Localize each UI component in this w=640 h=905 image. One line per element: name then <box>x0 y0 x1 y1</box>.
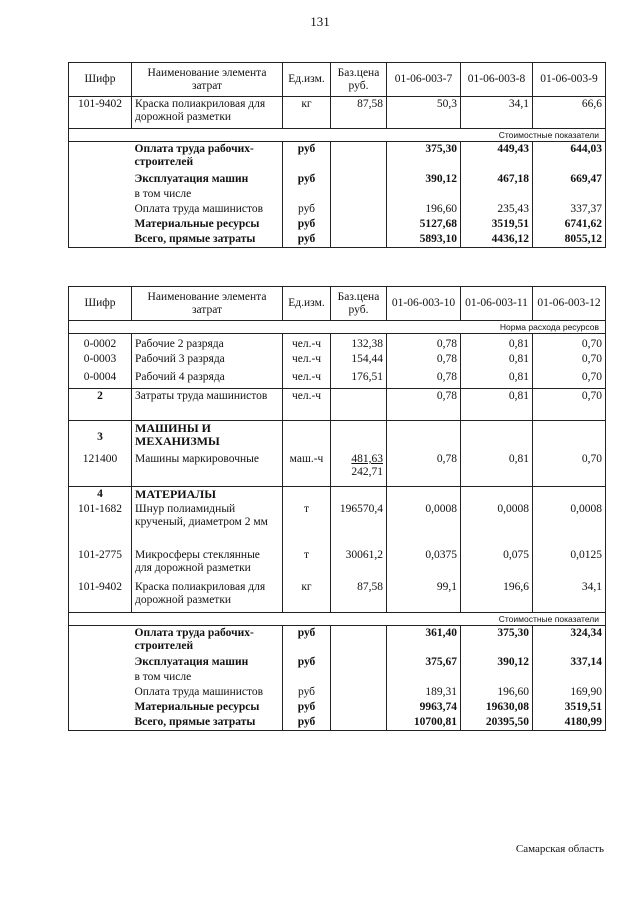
header-unit: Ед.изм. <box>283 63 331 97</box>
row-v1: 0,78 <box>387 370 461 388</box>
table-row <box>69 388 606 420</box>
summary-name: в том числе <box>132 670 283 685</box>
summary-unit: руб <box>283 172 331 187</box>
header-unit: Ед.изм. <box>283 287 331 321</box>
summary-name: Всего, прямые затраты <box>132 232 283 248</box>
row-code: 0-0004 <box>69 370 132 388</box>
row-name: Рабочие 2 разряда <box>132 334 283 353</box>
summary-v1: 196,60 <box>387 202 461 217</box>
band-cost-indicators: Стоимостные показатели <box>69 129 606 142</box>
row-price: 176,51 <box>331 370 387 388</box>
row-code: 0-0002 <box>69 334 132 353</box>
row-name: Рабочий 3 разряда <box>132 352 283 370</box>
row-v1: 0,0375 <box>387 548 461 580</box>
summary-v1: 375,30 <box>387 142 461 172</box>
row-price: 132,38 <box>331 334 387 353</box>
summary-row <box>69 715 606 731</box>
summary-v2: 467,18 <box>461 172 533 187</box>
row-v2: 0,81 <box>461 388 533 420</box>
row-unit: т <box>283 502 331 548</box>
summary-v1: 5893,10 <box>387 232 461 248</box>
summary-name: Оплата труда машинистов <box>132 202 283 217</box>
header-col-1: 01-06-003-7 <box>387 63 461 97</box>
row-v1: 0,78 <box>387 388 461 420</box>
cost-table-1 <box>68 62 606 248</box>
summary-v3: 169,90 <box>533 685 606 700</box>
summary-v3: 669,47 <box>533 172 606 187</box>
summary-unit: руб <box>283 142 331 172</box>
summary-v2: 196,60 <box>461 685 533 700</box>
section-title: МАШИНЫ И МЕХАНИЗМЫ <box>132 420 283 452</box>
band-resource-norm: Норма расхода ресурсов <box>69 321 606 334</box>
header-col-2: 01-06-003-11 <box>461 287 533 321</box>
header-code: Шифр <box>69 63 132 97</box>
table-row <box>69 548 606 580</box>
summary-v1: 375,67 <box>387 655 461 670</box>
row-name: Машины маркировочные <box>132 452 283 486</box>
row-unit: чел.-ч <box>283 334 331 353</box>
summary-v1: 390,12 <box>387 172 461 187</box>
row-price: 154,44 <box>331 352 387 370</box>
summary-v1: 361,40 <box>387 625 461 655</box>
row-unit: чел.-ч <box>283 388 331 420</box>
summary-v2: 235,43 <box>461 202 533 217</box>
row-v2: 0,81 <box>461 452 533 486</box>
row-code: 101-1682 <box>69 502 132 548</box>
header-price: Баз.цена руб. <box>331 287 387 321</box>
band-cost-indicators: Стоимостные показатели <box>69 612 606 625</box>
summary-name: Оплата труда рабочих-строителей <box>132 625 283 655</box>
summary-row <box>69 232 606 248</box>
row-name: Краска полиакриловая для дорожной разметки <box>132 97 283 129</box>
summary-row <box>69 625 606 655</box>
row-name: Рабочий 4 разряда <box>132 370 283 388</box>
header-col-2: 01-06-003-8 <box>461 63 533 97</box>
header-code: Шифр <box>69 287 132 321</box>
summary-unit: руб <box>283 232 331 248</box>
row-v3: 0,0125 <box>533 548 606 580</box>
row-v2: 0,81 <box>461 370 533 388</box>
summary-v2: 3519,51 <box>461 217 533 232</box>
row-v3: 0,70 <box>533 352 606 370</box>
summary-unit: руб <box>283 217 331 232</box>
summary-v2: 20395,50 <box>461 715 533 731</box>
table-row <box>69 452 606 486</box>
header-col-1: 01-06-003-10 <box>387 287 461 321</box>
row-unit: т <box>283 548 331 580</box>
row-v2: 0,0008 <box>461 502 533 548</box>
summary-unit: руб <box>283 700 331 715</box>
row-v1: 0,78 <box>387 334 461 353</box>
summary-v3: 337,37 <box>533 202 606 217</box>
row-price: 481,63 <box>351 453 383 465</box>
row-price: 30061,2 <box>331 548 387 580</box>
row-name: Шнур полиамидный крученый, диаметром 2 мм <box>132 502 283 548</box>
row-v3: 0,0008 <box>533 502 606 548</box>
table-row <box>69 580 606 612</box>
cost-table-2 <box>68 286 606 731</box>
row-v3: 34,1 <box>533 580 606 612</box>
summary-v3: 4180,99 <box>533 715 606 731</box>
row-price: 87,58 <box>331 97 387 129</box>
row-v3: 0,70 <box>533 388 606 420</box>
summary-row <box>69 217 606 232</box>
row-v3: 66,6 <box>533 97 606 129</box>
row-v2: 0,075 <box>461 548 533 580</box>
summary-name: в том числе <box>132 187 283 202</box>
summary-name: Эксплуатация машин <box>132 655 283 670</box>
section-title: МАТЕРИАЛЫ <box>132 486 283 502</box>
summary-v2: 375,30 <box>461 625 533 655</box>
summary-unit: руб <box>283 655 331 670</box>
row-unit: чел.-ч <box>283 352 331 370</box>
row-price: 196570,4 <box>331 502 387 548</box>
row-v1: 0,78 <box>387 452 461 486</box>
row-name: Затраты труда машинистов <box>132 388 283 420</box>
summary-v2: 4436,12 <box>461 232 533 248</box>
table-row <box>69 502 606 548</box>
header-col-3: 01-06-003-9 <box>533 63 606 97</box>
summary-row <box>69 202 606 217</box>
row-v2: 196,6 <box>461 580 533 612</box>
summary-v2: 449,43 <box>461 142 533 172</box>
row-code: 101-2775 <box>69 548 132 580</box>
summary-unit: руб <box>283 715 331 731</box>
row-name: Микросферы стеклянные для дорожной разметки <box>132 548 283 580</box>
row-v3: 0,70 <box>533 452 606 486</box>
row-v1: 99,1 <box>387 580 461 612</box>
summary-unit: руб <box>283 685 331 700</box>
section-code: 3 <box>69 420 132 452</box>
summary-v1: 5127,68 <box>387 217 461 232</box>
row-code: 101-9402 <box>69 580 132 612</box>
summary-name: Материальные ресурсы <box>132 217 283 232</box>
header-name: Наименование элемента затрат <box>132 287 283 321</box>
row-v1: 0,78 <box>387 352 461 370</box>
header-name: Наименование элемента затрат <box>132 63 283 97</box>
row-v3: 0,70 <box>533 370 606 388</box>
table-row <box>69 334 606 353</box>
summary-row <box>69 187 606 202</box>
table-row <box>69 370 606 388</box>
summary-v2: 19630,08 <box>461 700 533 715</box>
row-code: 2 <box>69 388 132 420</box>
row-price: 87,58 <box>331 580 387 612</box>
row-unit: кг <box>283 97 331 129</box>
row-unit: кг <box>283 580 331 612</box>
row-name: Краска полиакриловая для дорожной разметки <box>132 580 283 612</box>
row-code: 101-9402 <box>69 97 132 129</box>
summary-unit: руб <box>283 625 331 655</box>
summary-row <box>69 172 606 187</box>
summary-row <box>69 142 606 172</box>
row-unit: маш.-ч <box>283 452 331 486</box>
row-v2: 34,1 <box>461 97 533 129</box>
summary-name: Оплата труда машинистов <box>132 685 283 700</box>
row-v1: 50,3 <box>387 97 461 129</box>
row-code: 0-0003 <box>69 352 132 370</box>
footer-region: Самарская область <box>515 843 604 855</box>
summary-name: Всего, прямые затраты <box>132 715 283 731</box>
row-v1: 0,0008 <box>387 502 461 548</box>
section-header <box>69 420 606 452</box>
summary-v3: 644,03 <box>533 142 606 172</box>
page-number: 131 <box>310 14 330 29</box>
summary-v2: 390,12 <box>461 655 533 670</box>
row-v2: 0,81 <box>461 334 533 353</box>
section-code: 4 <box>69 486 132 502</box>
summary-row <box>69 685 606 700</box>
summary-v3: 6741,62 <box>533 217 606 232</box>
summary-row <box>69 700 606 715</box>
row-price-secondary: 242,71 <box>351 466 383 478</box>
summary-v1: 10700,81 <box>387 715 461 731</box>
summary-name: Материальные ресурсы <box>132 700 283 715</box>
summary-v3: 337,14 <box>533 655 606 670</box>
summary-v3: 8055,12 <box>533 232 606 248</box>
header-col-3: 01-06-003-12 <box>533 287 606 321</box>
row-v2: 0,81 <box>461 352 533 370</box>
header-price: Баз.цена руб. <box>331 63 387 97</box>
table-row <box>69 352 606 370</box>
summary-v3: 3519,51 <box>533 700 606 715</box>
summary-unit: руб <box>283 202 331 217</box>
summary-v1: 189,31 <box>387 685 461 700</box>
summary-name: Оплата труда рабочих-строителей <box>132 142 283 172</box>
table-row <box>69 97 606 129</box>
section-header <box>69 486 606 502</box>
summary-row <box>69 655 606 670</box>
row-unit: чел.-ч <box>283 370 331 388</box>
summary-v3: 324,34 <box>533 625 606 655</box>
row-code: 121400 <box>69 452 132 486</box>
row-v3: 0,70 <box>533 334 606 353</box>
summary-name: Эксплуатация машин <box>132 172 283 187</box>
summary-row <box>69 670 606 685</box>
summary-v1: 9963,74 <box>387 700 461 715</box>
